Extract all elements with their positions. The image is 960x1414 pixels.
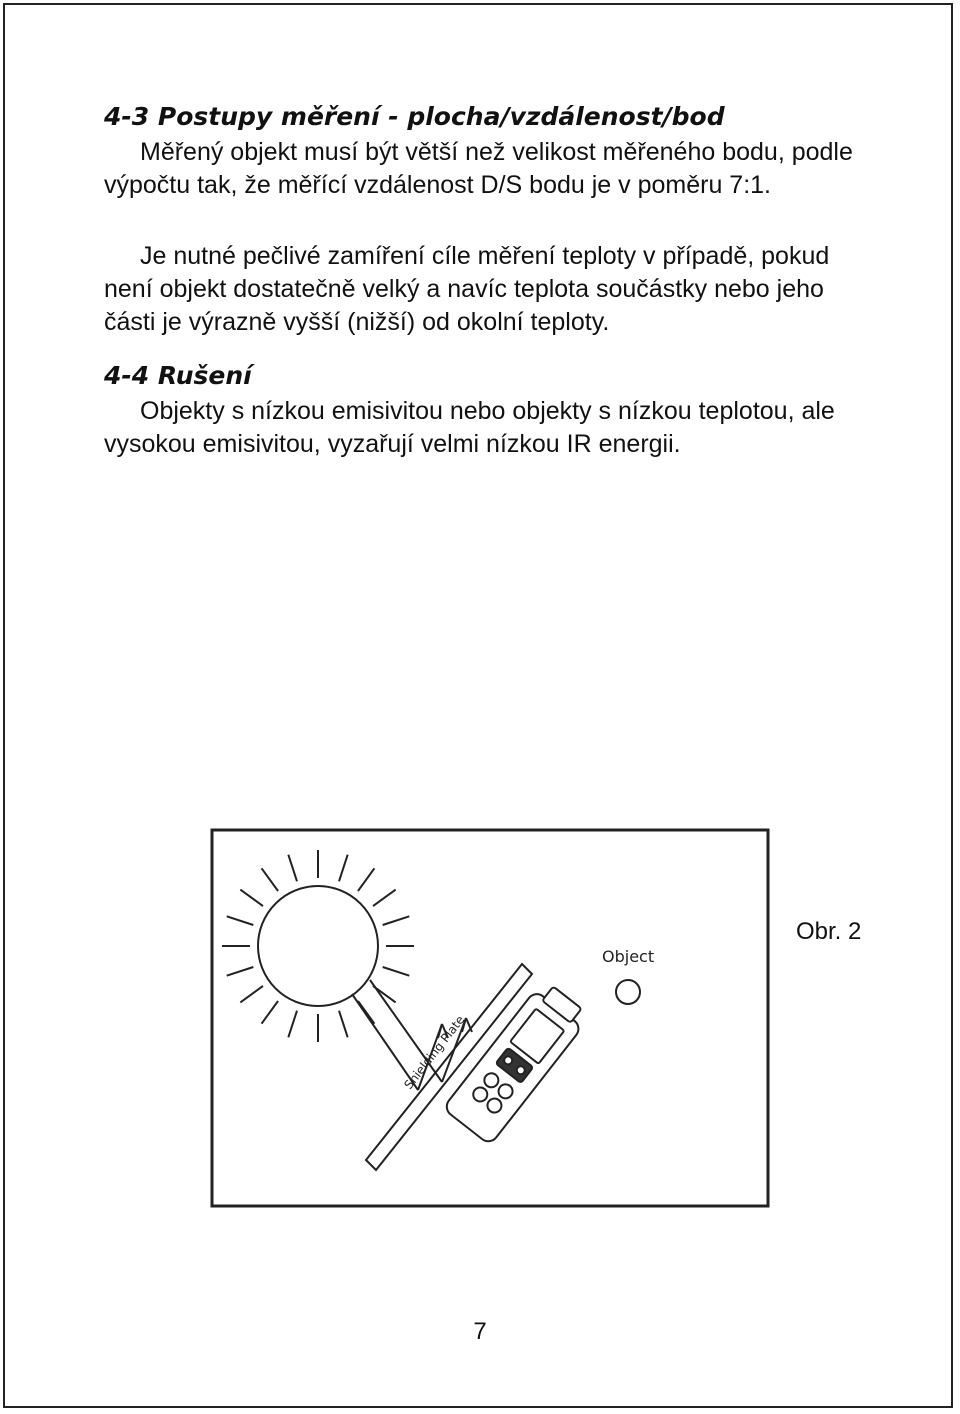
object-target xyxy=(602,947,654,1004)
sun-ray xyxy=(240,986,263,1002)
sun-ray xyxy=(240,890,263,906)
sun-ray xyxy=(227,967,254,976)
thermometer-device-icon xyxy=(443,979,591,1145)
sun-icon xyxy=(222,850,414,1042)
sun-ray xyxy=(339,855,348,882)
shielding-plate-label: Shielding Plate xyxy=(401,1012,468,1092)
sun-ray xyxy=(373,890,396,906)
object-circle xyxy=(616,980,640,1004)
figure-interference-diagram xyxy=(210,828,770,1208)
object-label: Object xyxy=(602,947,655,966)
sun-ray xyxy=(288,855,297,882)
sun-ray xyxy=(262,868,278,891)
document-body xyxy=(104,100,864,461)
sun-ray xyxy=(288,1011,297,1038)
section-4-3-heading: 4-3 Postupy měření - plocha/vzdálenost/bod xyxy=(104,102,725,131)
section-4-3-paragraph-2: Je nutné pečlivé zamíření cíle měření teploty v případě, pokud není objekt dostatečně velký a navíc teplota součástky nebo jeho části je výrazně vyšší (nižší) od okolní teploty. xyxy=(104,242,830,336)
sun-ray xyxy=(358,1001,374,1024)
figure-caption: Obr. 2 xyxy=(796,918,862,945)
section-4-4-heading: 4-4 Rušení xyxy=(104,361,252,390)
sun-ray xyxy=(383,967,410,976)
page-number: 7 xyxy=(473,1318,487,1345)
sun-ray xyxy=(262,1001,278,1024)
section-4-4-paragraph-1: Objekty s nízkou emisivitou nebo objekty s nízkou teplotou, ale vysokou emisivitou, vyzařují velmi nízkou IR energii. xyxy=(104,397,835,458)
section-4-3-paragraph-1: Měřený objekt musí být větší než velikost měřeného bodu, podle výpočtu tak, že měřící vzdálenost D/S bodu je v poměru 7:1. xyxy=(104,138,853,199)
sun-ray xyxy=(339,1011,348,1038)
sun-ray xyxy=(227,916,254,925)
sun-ray xyxy=(358,868,374,891)
sun-ray xyxy=(383,916,410,925)
